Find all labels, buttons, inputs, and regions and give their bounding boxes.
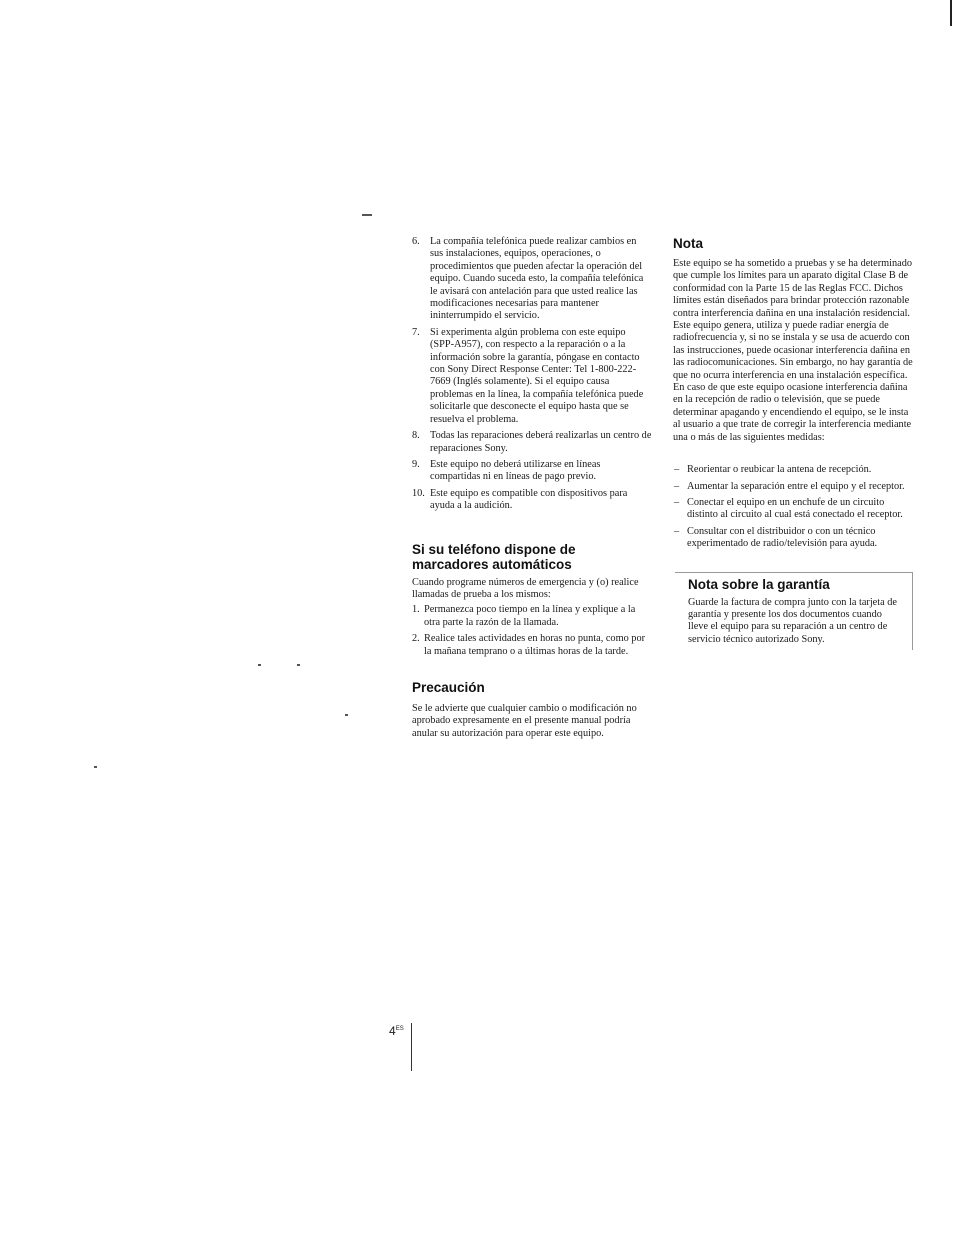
interference-measures-list (673, 464, 913, 550)
step-number: 2. (412, 633, 420, 645)
auto-dial-intro: Cuando programe números de emergencia y (o) realice llamadas de prueba a los mismos: (412, 576, 639, 600)
list-item (412, 430, 652, 455)
garantia-text: Guarde la factura de compra junto con la tarjeta de garantía y presente los dos documentos cuando lleve el equipo para su reparación a un centro de servicio técnico autorizado Sony. (688, 596, 897, 645)
auto-dial-steps (412, 604, 652, 658)
scan-speck (297, 664, 300, 666)
page-number (389, 1024, 404, 1038)
list-item-number: 10. (412, 487, 425, 499)
list-item (412, 633, 652, 658)
auto-dial-heading: Si su teléfono dispone de marcadores automáticos (412, 541, 576, 572)
list-item-text: Todas las reparaciones deberá realizarlas un centro de reparaciones Sony. (430, 430, 652, 454)
list-item (412, 488, 652, 513)
dash-bullet-icon: – (674, 464, 680, 476)
list-item-text: Este equipo es compatible con dispositivos para ayuda a la audición. (430, 487, 628, 512)
scan-speck (345, 714, 348, 716)
step-text: Permanezca poco tiempo en la línea y explique a la otra parte la razón de la llamada. (424, 604, 636, 628)
list-item (673, 526, 913, 551)
measure-text: Consultar con el distribuidor o con un técnico experimentado de radio/televisión para ayuda. (687, 525, 878, 550)
list-item (673, 497, 913, 522)
step-text: Realice tales actividades en horas no punta, como por la mañana temprano o a últimas horas de la tarde. (424, 633, 646, 657)
list-item (412, 604, 652, 629)
scan-edge-mark (950, 0, 952, 26)
page-number-value: 4 (389, 1024, 396, 1038)
list-item-number: 9. (412, 458, 420, 470)
dash-bullet-icon: – (674, 496, 680, 508)
list-item-text: Si experimenta algún problema con este equipo (SPP-A957), con respecto a la reparación o a la información sobre la garantía, póngase en contacto con Sony Direct Response Center: Tel 1-800-222-7669 (Inglés solamente). Si el equipo causa problemas en la línea, la compañía telefónica puede solicitarle que desconecte el equipo hasta que se resuelva el problema. (430, 326, 644, 425)
dash-bullet-icon: – (674, 525, 680, 537)
list-item (412, 459, 652, 484)
precaucion-text: Se le advierte que cualquier cambio o modificación no aprobado expresamente en el presente manual podría anular su autorización para operar este equipo. (412, 702, 637, 739)
list-item-number: 7. (412, 326, 420, 338)
list-item-text: Este equipo no deberá utilizarse en líneas compartidas ni en líneas de pago previo. (430, 458, 601, 483)
nota-heading: Nota (673, 236, 703, 251)
fcc-numbered-list (412, 236, 652, 513)
scan-speck (362, 214, 372, 216)
page-number-suffix: ES (395, 1026, 404, 1032)
list-item-text: La compañía telefónica puede realizar cambios en sus instalaciones, equipos, operaciones, o procedimientos que pueden afectar la operación del equipo. Cuando suceda esto, la compañía telefónica le avisará con antelación para que usted realice las modificaciones necesarias para mantener ininterrumpido el servicio. (430, 236, 644, 322)
warranty-box (675, 572, 913, 651)
nota-text: Este equipo se ha sometido a pruebas y se ha determinado que cumple los límites para un aparato digital Clase B de conformidad con la Parte 15 de las Reglas FCC. Dichos límites están diseñados para brindar protección razonable contra interferencia dañina en una instalación residencial. Este equipo genera, utiliza y puede radiar energía de radiofrecuencia y, si no se instala y se usa de acuerdo con las instrucciones, puede ocasionar interferencia dañina en las radiocomunicaciones. Sin embargo, no hay garantía de que no ocurra interferencia en una instalación específica. En caso de que este equipo ocasione interferencia dañina en la recepción de radio o televisión, que se puede determinar apagando y encendiendo el equipo, se le insta al usuario a que trate de corregir la interferencia mediante una o más de las siguientes medidas: (673, 258, 913, 443)
list-item-number: 8. (412, 430, 420, 442)
step-number: 1. (412, 604, 420, 616)
precaucion-heading: Precaución (412, 679, 485, 695)
right-column (673, 236, 913, 650)
measure-text: Aumentar la separación entre el equipo y el receptor. (687, 480, 905, 492)
scan-speck (258, 664, 261, 666)
list-item (412, 327, 652, 426)
scan-speck (94, 766, 97, 768)
list-item (673, 481, 913, 493)
measure-text: Reorientar o reubicar la antena de recepción. (687, 464, 872, 476)
list-item-number: 6. (412, 236, 420, 247)
measure-text: Conectar el equipo en un enchufe de un circuito distinto al circuito al cual está conectado el receptor. (687, 496, 903, 521)
list-item (412, 236, 652, 323)
list-item (673, 464, 913, 476)
page-number-rule (411, 1023, 412, 1071)
left-column (412, 236, 652, 740)
garantia-heading: Nota sobre la garantía (688, 576, 830, 592)
dash-bullet-icon: – (674, 480, 680, 492)
